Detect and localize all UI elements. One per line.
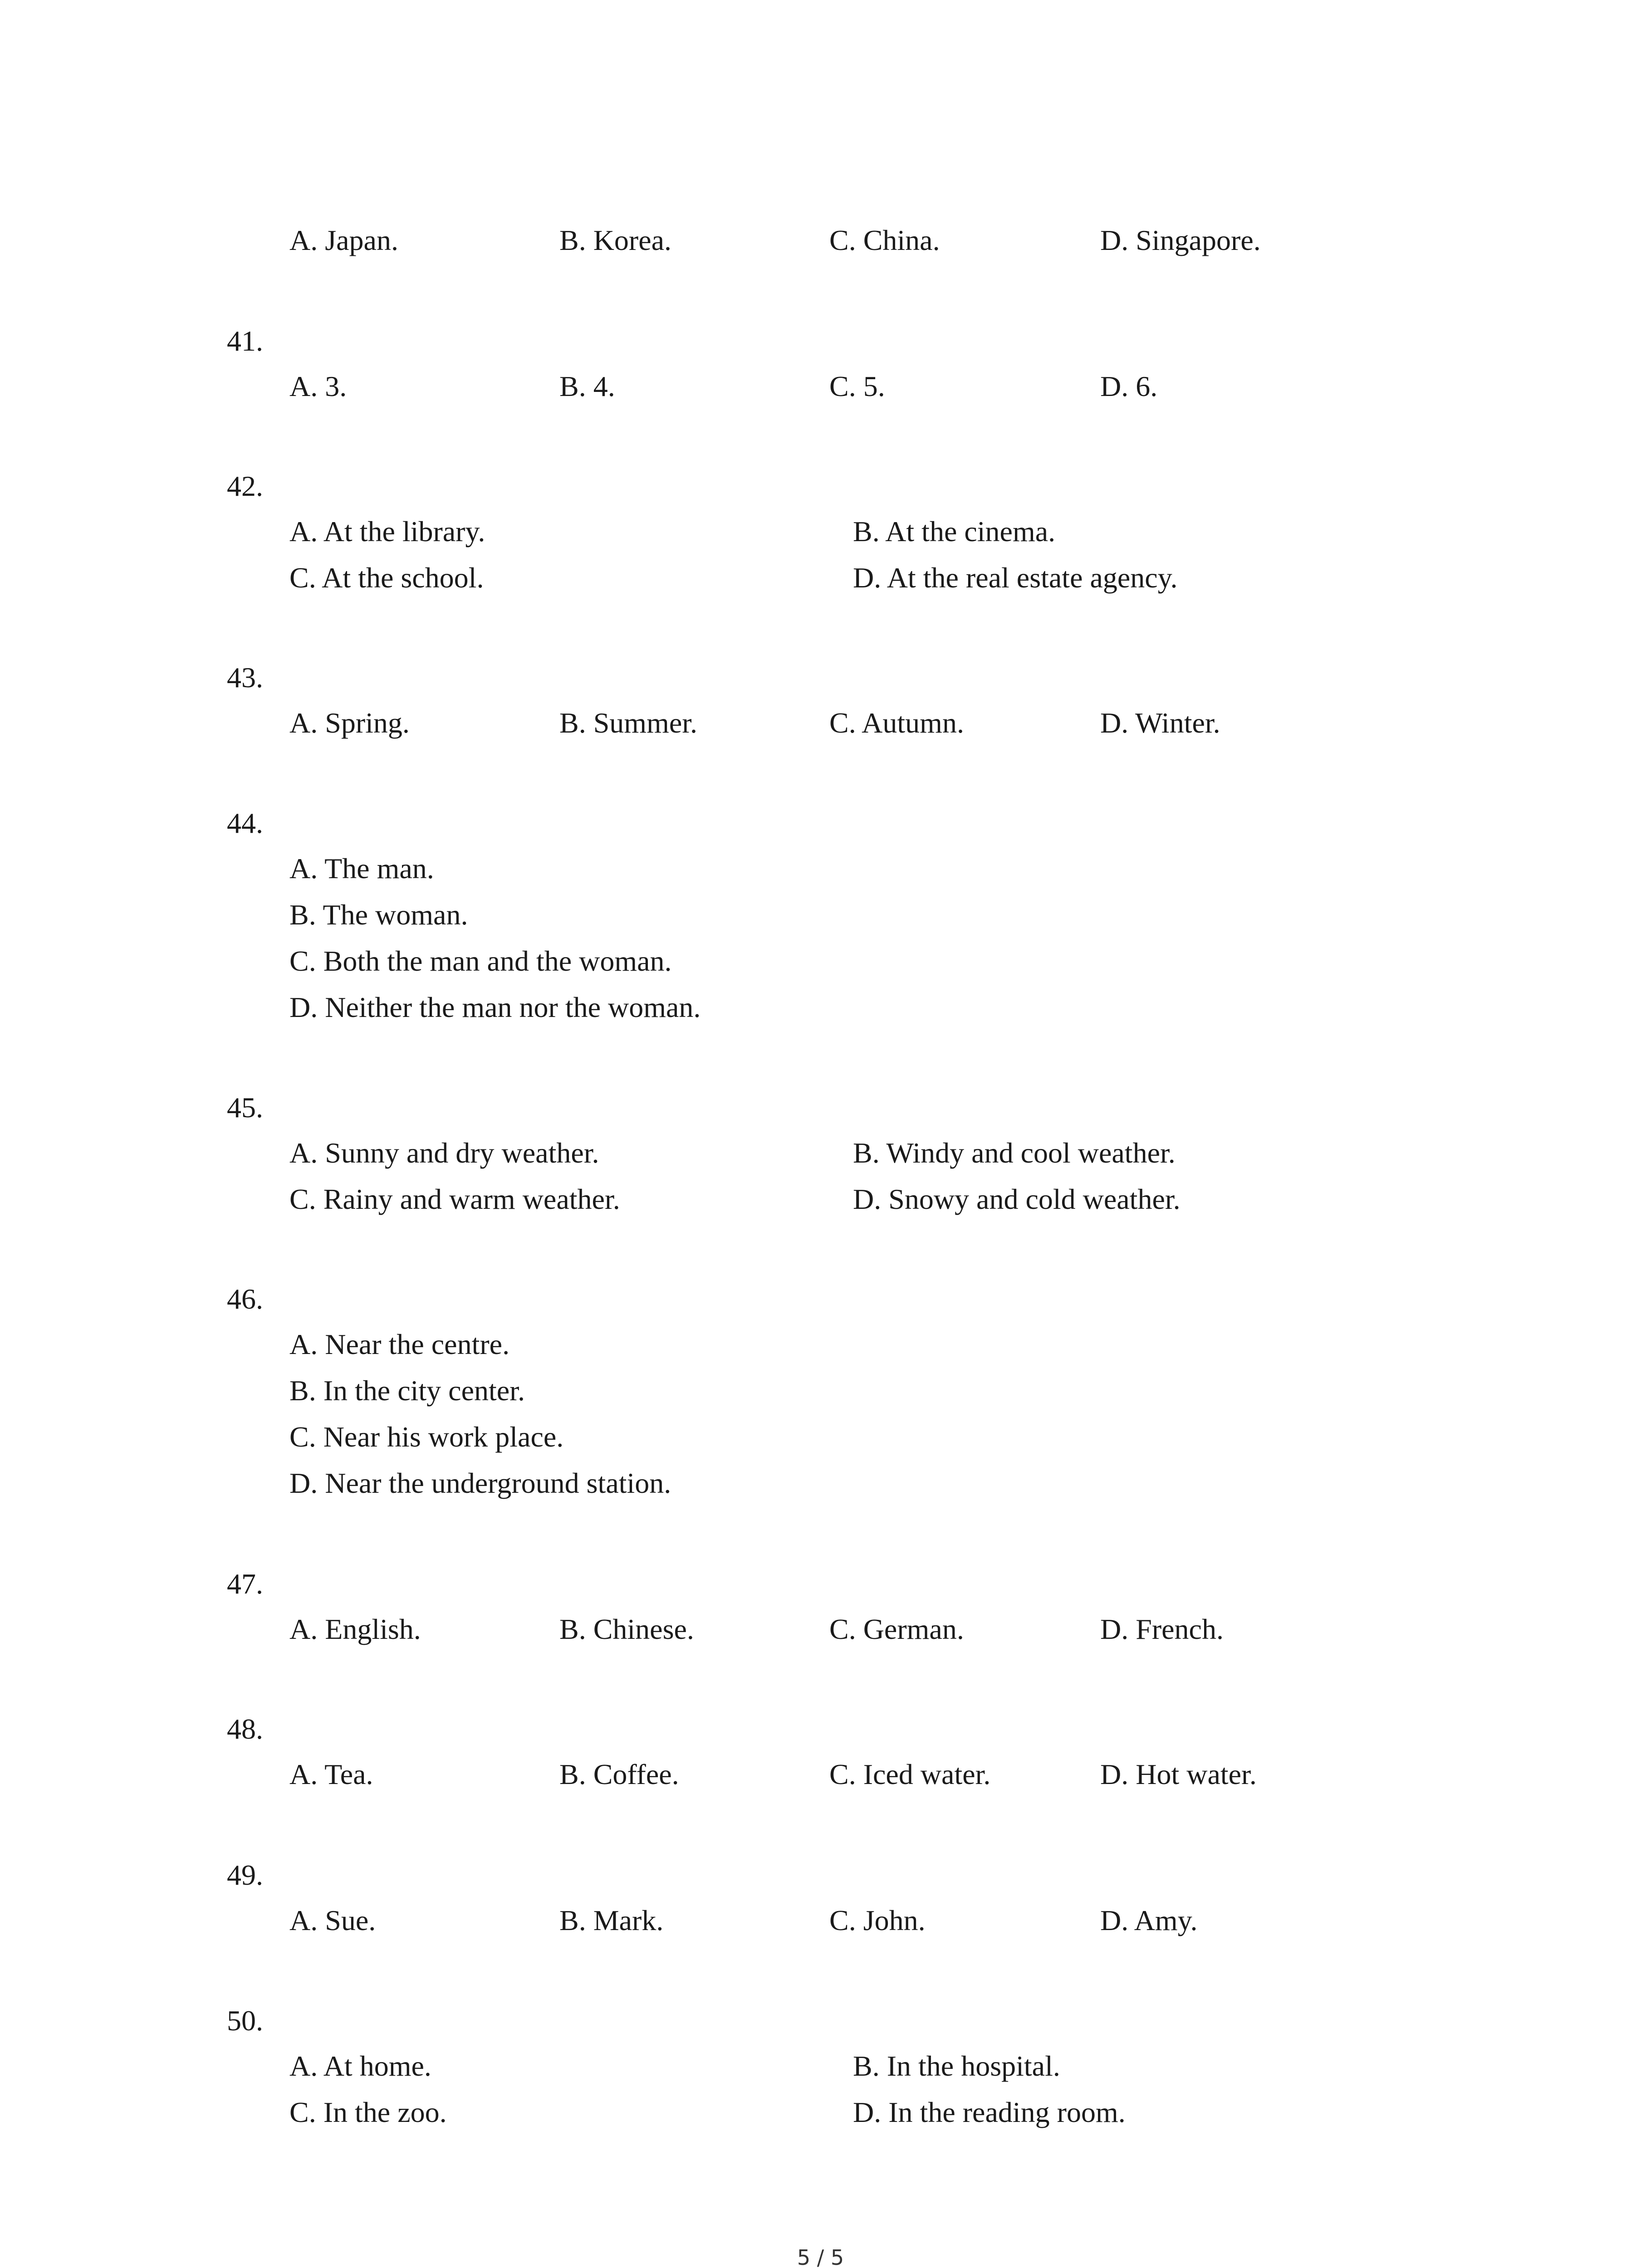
q48-option-b: B. Coffee. (559, 1758, 679, 1790)
q46-option-b: B. In the city center. (289, 1374, 525, 1407)
q44-option-c: C. Both the man and the woman. (289, 945, 672, 977)
q47-option-a: A. English. (289, 1613, 421, 1645)
q49-number: 49. (227, 1859, 263, 1891)
q49-option-a: A. Sue. (289, 1904, 376, 1936)
q43-option-a: A. Spring. (289, 707, 410, 739)
q43-option-c: C. Autumn. (829, 707, 964, 739)
q45-option-c: C. Rainy and warm weather. (289, 1183, 620, 1215)
q45-option-a: A. Sunny and dry weather. (289, 1137, 599, 1169)
q45-option-d: D. Snowy and cold weather. (853, 1183, 1181, 1215)
q47-number: 47. (227, 1568, 263, 1600)
q41-option-a: A. 3. (289, 370, 347, 402)
q48-option-d: D. Hot water. (1100, 1758, 1257, 1790)
q49-option-d: D. Amy. (1100, 1904, 1198, 1936)
page-number: 5 / 5 (797, 2245, 844, 2268)
q44-option-a: A. The man. (289, 852, 434, 885)
q47-option-c: C. German. (829, 1613, 964, 1645)
q50-number: 50. (227, 2004, 263, 2037)
q42-option-d: D. At the real estate agency. (853, 562, 1178, 594)
q50-option-b: B. In the hospital. (853, 2050, 1060, 2082)
q40-option-c: C. China. (829, 224, 940, 256)
q44-option-d: D. Neither the man nor the woman. (289, 991, 701, 1023)
q50-option-d: D. In the reading room. (853, 2096, 1126, 2128)
q44-option-b: B. The woman. (289, 899, 468, 931)
q50-option-a: A. At home. (289, 2050, 431, 2082)
q40-option-d: D. Singapore. (1100, 224, 1261, 256)
q42-option-c: C. At the school. (289, 562, 484, 594)
q43-number: 43. (227, 661, 263, 694)
q46-number: 46. (227, 1283, 263, 1315)
q45-number: 45. (227, 1091, 263, 1124)
q43-option-d: D. Winter. (1100, 707, 1220, 739)
q49-option-c: C. John. (829, 1904, 926, 1936)
q46-option-d: D. Near the underground station. (289, 1467, 671, 1499)
q46-option-c: C. Near his work place. (289, 1421, 564, 1453)
q41-option-b: B. 4. (559, 370, 615, 402)
q42-option-a: A. At the library. (289, 515, 485, 547)
q46-option-a: A. Near the centre. (289, 1328, 510, 1360)
q50-option-c: C. In the zoo. (289, 2096, 447, 2128)
q42-number: 42. (227, 470, 263, 502)
q41-option-d: D. 6. (1100, 370, 1158, 402)
q43-option-b: B. Summer. (559, 707, 698, 739)
q47-option-d: D. French. (1100, 1613, 1224, 1645)
q44-number: 44. (227, 807, 263, 839)
q42-option-b: B. At the cinema. (853, 515, 1056, 547)
q47-option-b: B. Chinese. (559, 1613, 694, 1645)
q48-option-c: C. Iced water. (829, 1758, 991, 1790)
q40-option-b: B. Korea. (559, 224, 672, 256)
q40-option-a: A. Japan. (289, 224, 398, 256)
q48-option-a: A. Tea. (289, 1758, 373, 1790)
q41-number: 41. (227, 325, 263, 357)
q49-option-b: B. Mark. (559, 1904, 664, 1936)
q41-option-c: C. 5. (829, 370, 885, 402)
q45-option-b: B. Windy and cool weather. (853, 1137, 1176, 1169)
q48-number: 48. (227, 1713, 263, 1745)
